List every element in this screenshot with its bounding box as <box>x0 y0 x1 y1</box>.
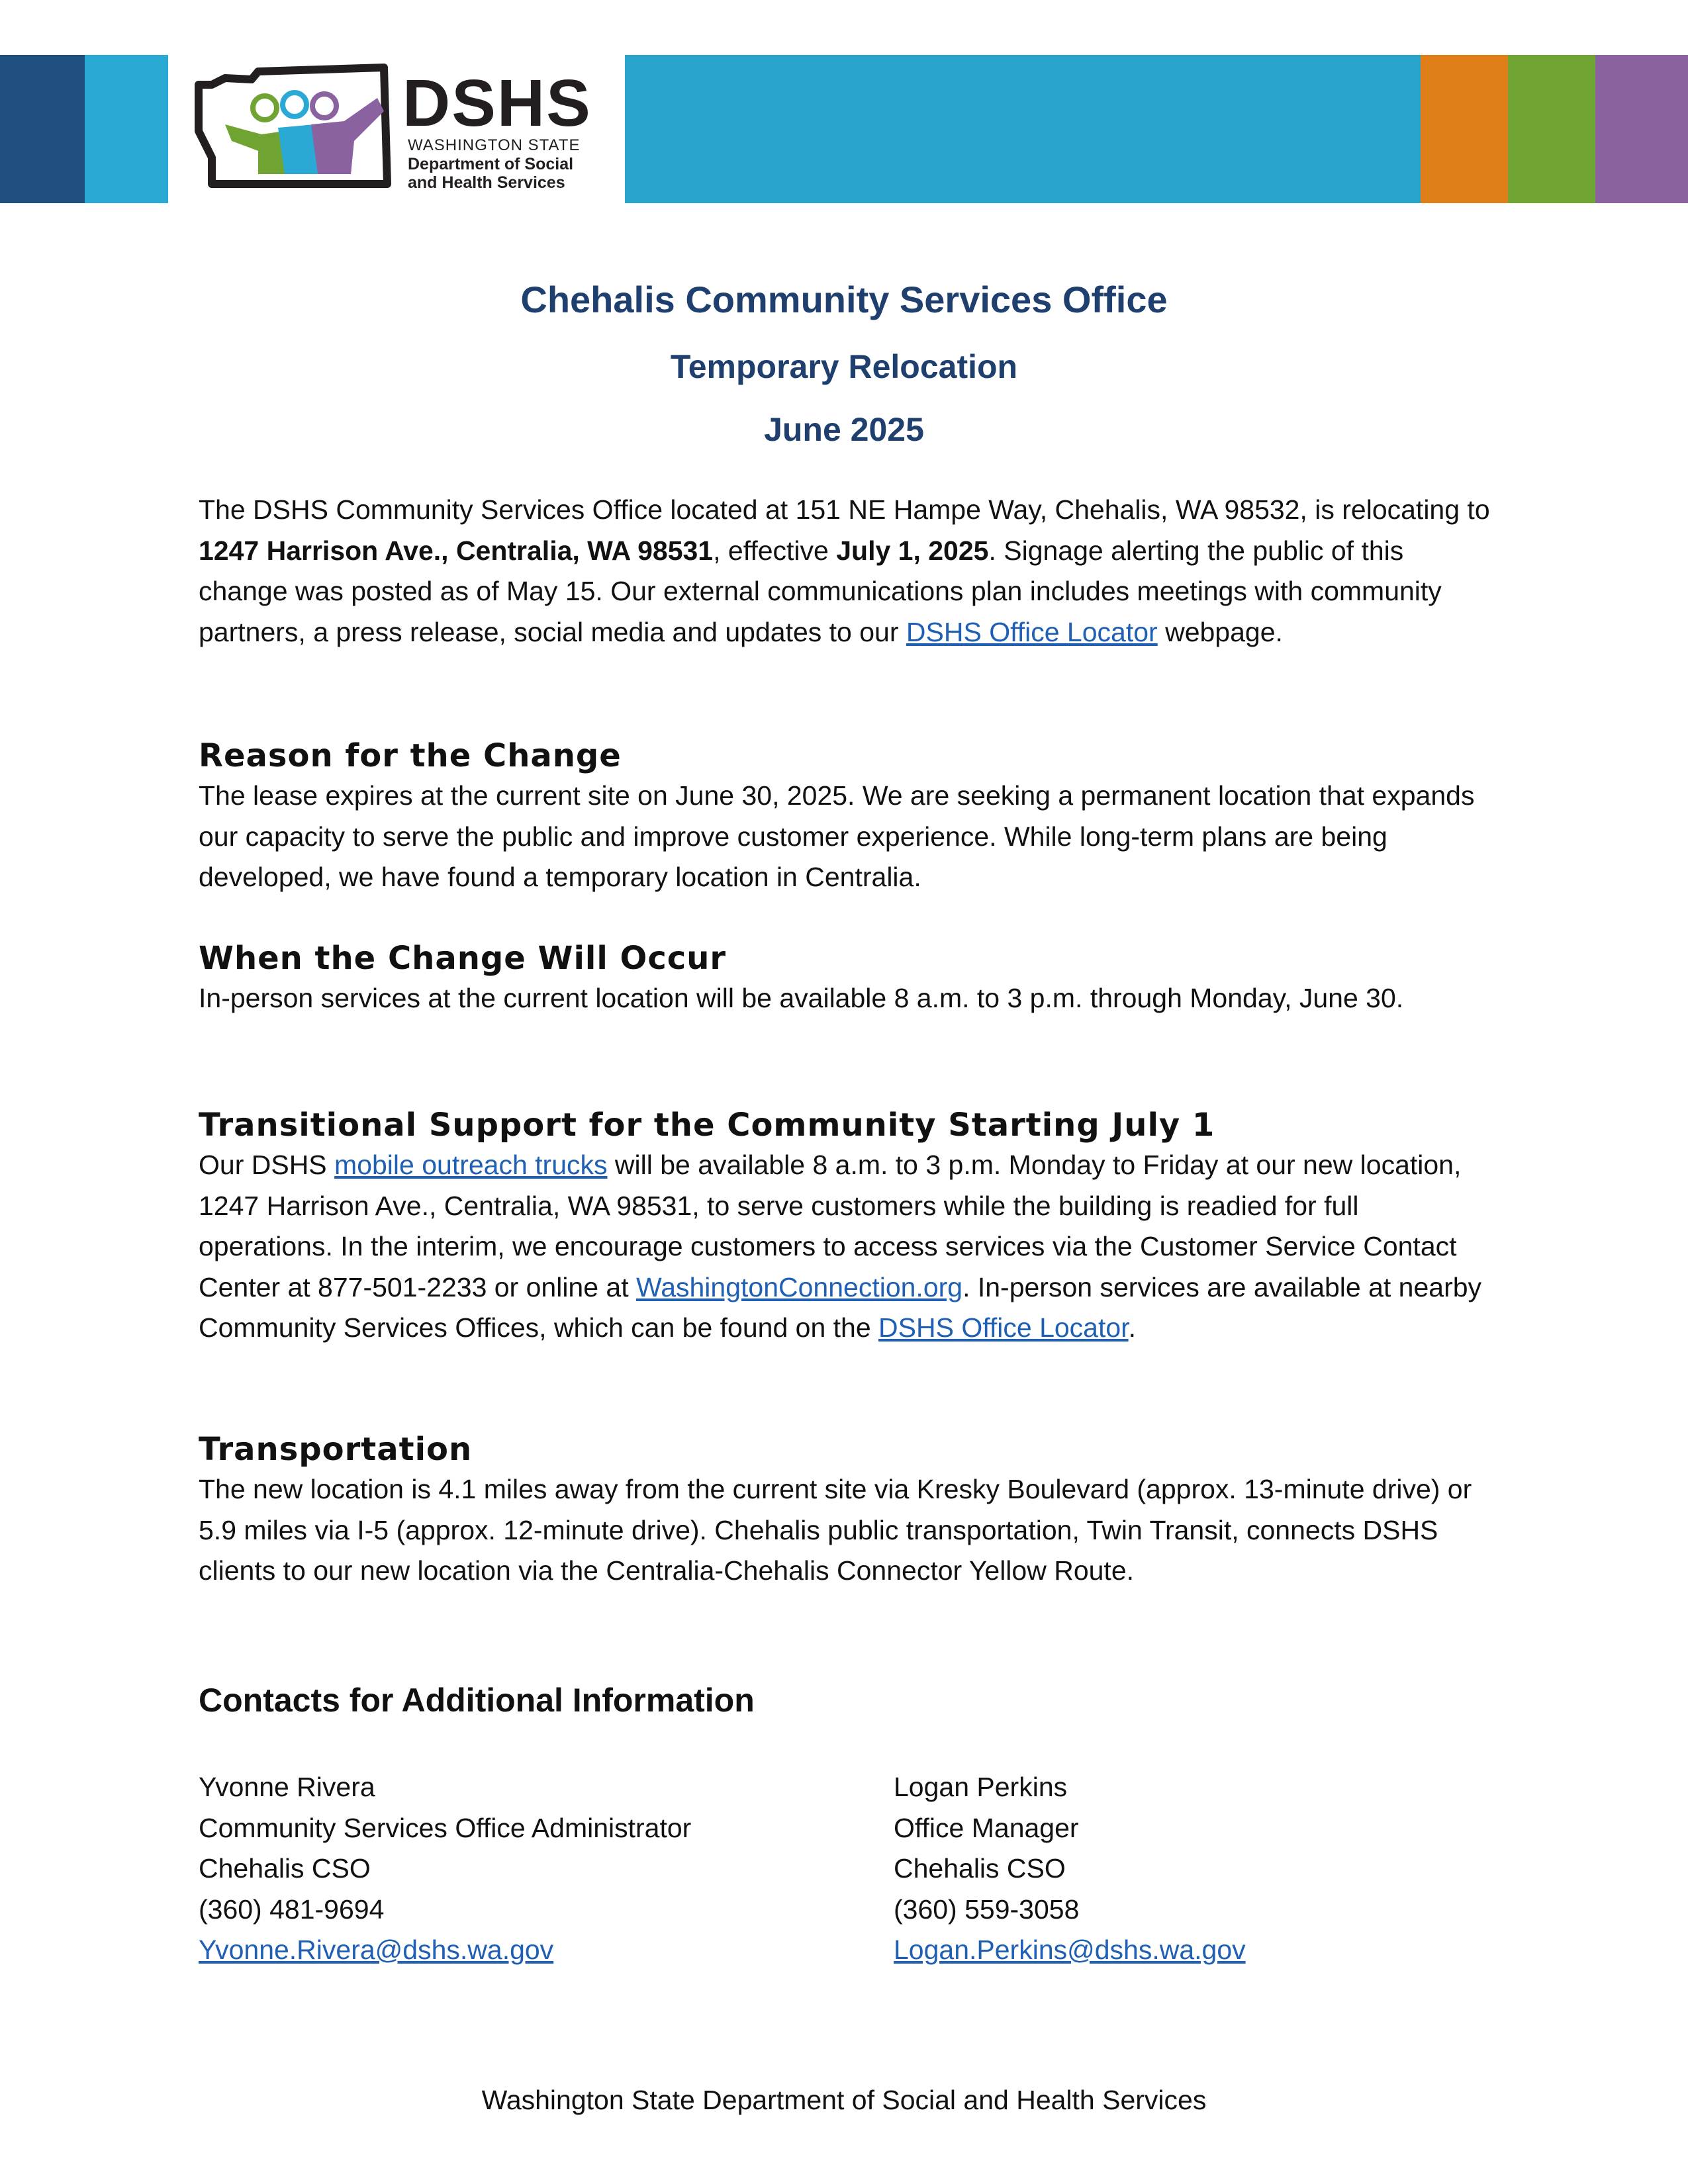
contact-card <box>199 1767 691 1971</box>
transportation-text: The new location is 4.1 miles away from the current site via Kresky Boulevard (approx. 13-minute drive) or 5.9 miles via I-5 (approx. 12-minute drive). Chehalis public transportation, Twin Transit, connects DSHS clients to our new location via the Centralia-Chehalis Connector Yellow Route. <box>199 1474 1472 1586</box>
header-band-green <box>1508 55 1595 203</box>
contact-office: Chehalis CSO <box>199 1853 371 1884</box>
transitional-text: Our DSHS mobile outreach trucks will be available 8 a.m. to 3 p.m. Monday to Friday at our new location, 1247 Harrison Ave., Centralia, WA 98531, to serve customers while the building is readied for full operations. In the interim, we encourage customers to access services via the Customer Service Contact Center at 877-501-2233 or online at WashingtonConnection.org. In-person services are available at nearby Community Services Offices, which can be found on the DSHS Office Locator. <box>199 1150 1482 1343</box>
contact-title: Community Services Office Administrator <box>199 1812 692 1843</box>
washington-connection-link[interactable]: WashingtonConnection.org <box>636 1271 963 1302</box>
contact-phone: (360) 481-9694 <box>199 1893 385 1925</box>
logo-wordmark: DSHS <box>402 66 592 140</box>
dshs-logo <box>185 58 609 197</box>
intro-section <box>199 490 1496 653</box>
washington-state-people-icon <box>185 58 397 197</box>
reason-text: The lease expires at the current site on June 30, 2025. We are seeking a permanent location that expands our capacity to serve the public and improve customer experience. While long-term plans are being developed, we have found a temporary location in Centralia. <box>199 780 1475 892</box>
logo-line-services: and Health Services <box>408 173 565 192</box>
transitional-heading: Transitional Support for the Community Starting July 1 <box>199 1107 1215 1144</box>
page-footer: Washington State Department of Social and Health Services <box>481 2085 1207 2115</box>
transitional-section <box>199 1105 1496 1349</box>
mobile-outreach-link[interactable]: mobile outreach trucks <box>334 1150 608 1180</box>
contacts-heading: Contacts for Additional Information <box>199 1682 755 1719</box>
when-heading: When the Change Will Occur <box>199 940 727 977</box>
contact-phone: (360) 559-3058 <box>894 1893 1080 1925</box>
page-title: Chehalis Community Services Office <box>520 279 1168 320</box>
contact-office: Chehalis CSO <box>894 1853 1066 1884</box>
transportation-heading: Transportation <box>199 1431 473 1468</box>
reason-section <box>199 736 1496 898</box>
contact-title: Office Manager <box>894 1812 1079 1843</box>
new-address: 1247 Harrison Ave., Centralia, WA 98531 <box>199 535 714 566</box>
contact-email-link[interactable]: Logan.Perkins@dshs.wa.gov <box>894 1934 1246 1965</box>
contacts-section <box>199 1681 1496 1719</box>
header-band-orange <box>1421 55 1508 203</box>
contact-email-link[interactable]: Yvonne.Rivera@dshs.wa.gov <box>199 1934 554 1965</box>
intro-paragraph: The DSHS Community Services Office located at 151 NE Hampe Way, Chehalis, WA 98532, is relocating to 1247 Harrison Ave., Centralia, WA 98531, effective July 1, 2025. Signage alerting the public of this change was posted as of May 15. Our external communications plan includes meetings with community partners, a press release, social media and updates to our DSHS Office Locator webpage. <box>199 494 1490 647</box>
contact-card <box>894 1767 1246 1971</box>
reason-heading: Reason for the Change <box>199 737 622 774</box>
logo-line-state: WASHINGTON STATE <box>408 136 581 154</box>
header-band-blue-main <box>625 55 1421 203</box>
page-date: June 2025 <box>764 411 924 448</box>
page-subtitle: Temporary Relocation <box>670 348 1018 385</box>
contact-name: Yvonne Rivera <box>199 1772 375 1802</box>
logo-line-dept: Department of Social <box>408 155 574 173</box>
header-band-navy <box>0 55 85 203</box>
when-section <box>199 938 1496 1019</box>
when-text: In-person services at the current location will be available 8 a.m. to 3 p.m. through Monday, June 30. <box>199 983 1404 1013</box>
transportation-section <box>199 1430 1496 1592</box>
office-locator-link-2[interactable]: DSHS Office Locator <box>878 1312 1129 1343</box>
office-locator-link[interactable]: DSHS Office Locator <box>906 616 1158 647</box>
effective-date: July 1, 2025 <box>836 535 989 566</box>
header-band-purple <box>1595 55 1688 203</box>
contact-name: Logan Perkins <box>894 1772 1068 1802</box>
header-band-blue-left <box>85 55 168 203</box>
